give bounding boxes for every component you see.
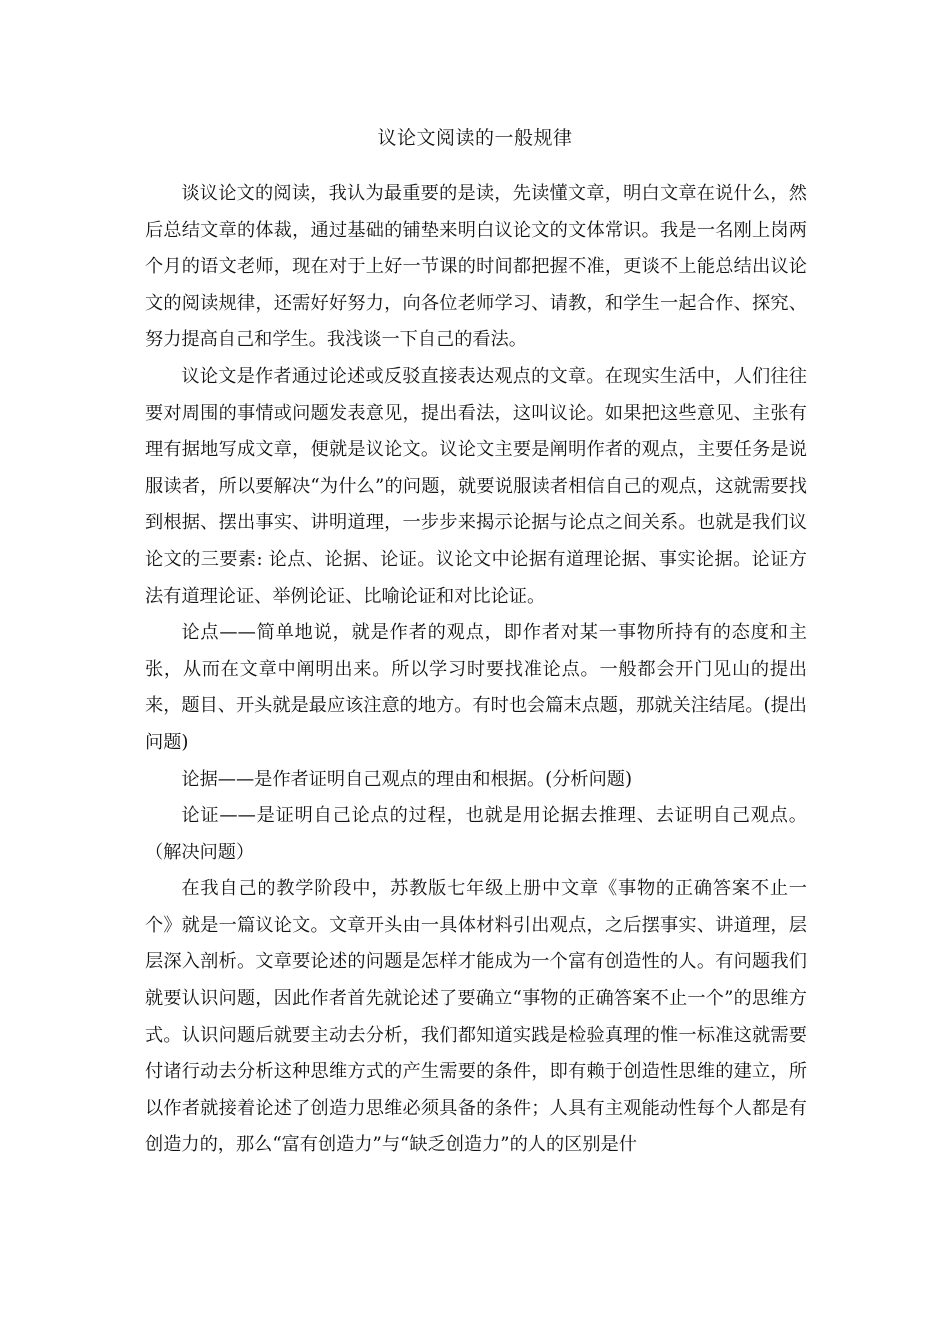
paragraph-argument: 论点——简单地说，就是作者的观点，即作者对某一事物所持有的态度和主张，从而在文章中阐明出来。所以学习时要找准论点。一般都会开门见山的提出来，题目、开头就是最应该注意的地方。有时也会篇末点题，那就关注结尾。(提出问题) (145, 622, 807, 753)
paragraph-teaching-example: 在我自己的教学阶段中，苏教版七年级上册中文章《事物的正确答案不止一个》就是一篇议论文。文章开头由一具体材料引出观点，之后摆事实、讲道理，层层深入剖析。文章要论述的问题是怎样才能成为一个富有创造性的人。有问题我们就要认识问题，因此作者首先就论述了要确立“事物的正确答案不止一个”的思维方式。认识问题后就要主动去分析，我们都知道实践是检验真理的惟一标准这就需要付诸行动去分析这种思维方式的产生需要的条件，即有赖于创造性思维的建立，所以作者就接着论述了创造力思维必须具备的条件；人具有主观能动性每个人都是有创造力的，那么“富有创造力”与“缺乏创造力”的人的区别是什 (145, 878, 807, 1156)
paragraph-definition: 议论文是作者通过论述或反驳直接表达观点的文章。在现实生活中，人们往往要对周围的事情或问题发表意见，提出看法，这叫议论。如果把这些意见、主张有理有据地写成文章，便就是议论文。议论文主要是阐明作者的观点，主要任务是说服读者，所以要解决“为什么”的问题，就要说服读者相信自己的观点，这就需要找到根据、摆出事实、讲明道理，一步步来揭示论据与论点之间关系。也就是我们议论文的三要素: 论点、论据、论证。议论文中论据有道理论据、事实论据。论证方法有道理论证、举例论证、比喻论证和对比论证。 (145, 365, 807, 607)
paragraph-reasoning: 论证——是证明自己论点的过程，也就是用论据去推理、去证明自己观点。（解决问题） (145, 805, 807, 863)
document-body (145, 176, 807, 1164)
paragraph-intro: 谈议论文的阅读，我认为最重要的是读，先读懂文章，明白文章在说什么，然后总结文章的体裁，通过基础的铺垫来明白议论文的文体常识。我是一名刚上岗两个月的语文老师，现在对于上好一节课的时间都把握不准，更谈不上能总结出议论文的阅读规律，还需好好努力，向各位老师学习、请教，和学生一起合作、探究、努力提高自己和学生。我浅谈一下自己的看法。 (145, 183, 807, 351)
document-title: 议论文阅读的一般规律 (377, 127, 573, 149)
paragraph-evidence: 论据——是作者证明自己观点的理由和根据。(分析问题) (181, 768, 633, 790)
